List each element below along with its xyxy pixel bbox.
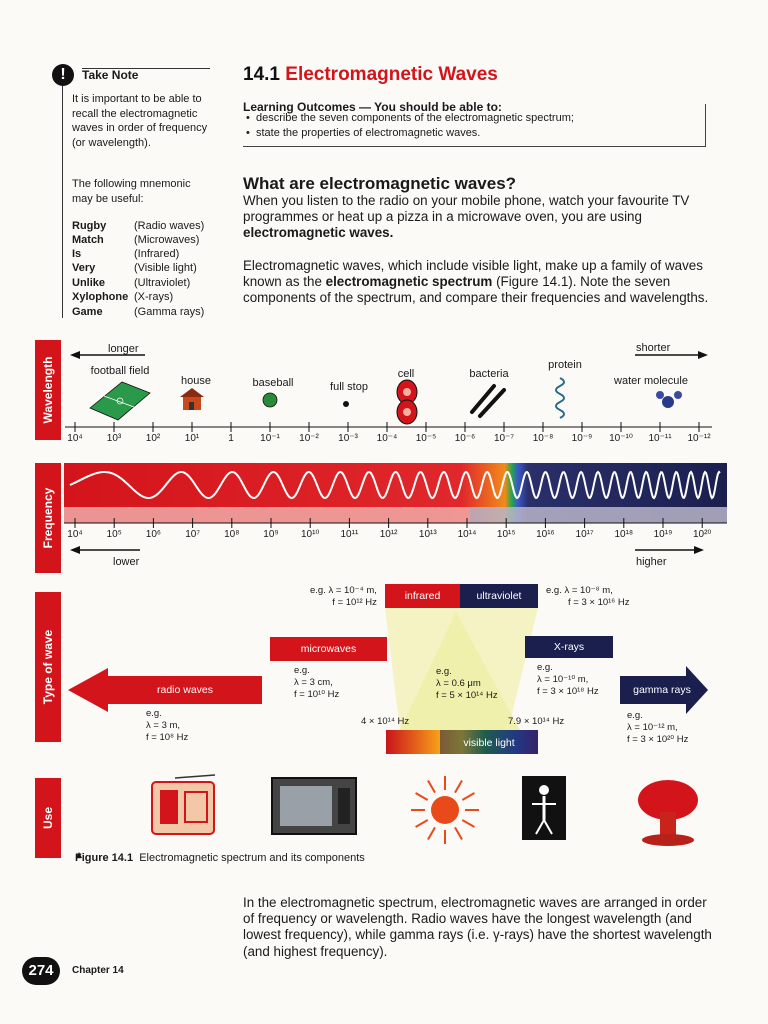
question-heading: What are electromagnetic waves? (243, 174, 517, 193)
wavelength-tick-label: 10² (145, 433, 161, 444)
object-label: protein (548, 359, 582, 371)
take-note-intro: It is important to be able to recall the electromagnetic waves in order of frequency (or wavelength). (72, 93, 208, 149)
infrared-label: infrared (404, 590, 441, 602)
page-number: 274 (22, 957, 60, 985)
higher-arrow (635, 546, 704, 554)
ultraviolet-label: ultraviolet (476, 590, 522, 602)
paragraph: In the electromagnetic spectrum, electromagnetic waves are arranged in order of frequency or wavelength. Radio waves have the longest wavelength (and lowest frequency), while gamma rays (i.e. γ-rays) have the shortest wavelength (and highest frequency). (243, 895, 712, 959)
wavelength-tick-label: 10⁻⁷ (493, 433, 515, 444)
wavelength-tick-label: 10³ (106, 433, 122, 444)
visible-low-frequency: 4 × 10¹⁴ Hz (361, 716, 410, 727)
frequency-tick-label: 10¹⁶ (536, 529, 555, 540)
frequency-tick-label: 10⁶ (145, 529, 162, 540)
object-label: cell (397, 368, 415, 380)
radio-example: e.g. λ = 3 m, f = 10⁸ Hz (146, 708, 189, 743)
wavelength-tick-label: 10⁻¹¹ (648, 433, 672, 444)
frequency-tick-label: 10²⁰ (692, 529, 712, 540)
shorter-arrow (635, 351, 708, 359)
sun-ray (462, 793, 474, 800)
xray-image-icon (522, 776, 566, 840)
sidebar-type-of-wave: Type of wave (35, 592, 61, 742)
take-note-title: Take Note (82, 68, 139, 82)
water-molecule-icon (656, 391, 682, 408)
visible-light-label: visible light (463, 737, 515, 749)
paragraph: Electromagnetic waves, which include visible light, make up a family of waves known as the electromagnetic spectrum (Figure 14.1). Note the seven components of the spectrum, and compare their frequencies and wavelengths. (243, 258, 709, 306)
wavelength-tick-label: 10⁴ (67, 433, 83, 444)
mnemonic-row: Unlike (Ultraviolet) (72, 277, 191, 289)
sidebar-use: Use (35, 778, 61, 858)
mnemonic-row: Xylophone (X-rays) (72, 291, 174, 303)
xrays-label: X-rays (553, 641, 585, 653)
object-label: water molecule (614, 375, 688, 387)
microwaves-label: microwaves (300, 643, 357, 655)
radio-waves-label: radio waves (156, 684, 214, 696)
frequency-tick-label: 10¹⁰ (300, 529, 320, 540)
sun-ray (416, 793, 428, 800)
exclamation-icon: ! (52, 64, 74, 86)
wavelength-tick-label: 10⁻⁹ (571, 433, 593, 444)
frequency-tick-label: 10⁴ (67, 529, 83, 540)
football-field-icon (90, 382, 150, 420)
lower-arrow (70, 546, 140, 554)
wavelength-tick-label: 10⁻² (299, 433, 319, 444)
frequency-tick-label: 10¹⁵ (496, 529, 516, 540)
wavelength-tick-label: 10⁻¹² (687, 433, 711, 444)
bacteria-icon (472, 386, 504, 416)
object-label: football field (90, 365, 150, 377)
wavelength-tick-label: 10⁻¹⁰ (609, 433, 633, 444)
sun-ray (416, 820, 428, 827)
microwaves-example: e.g. λ = 3 cm, f = 10¹⁰ Hz (294, 665, 340, 700)
wavelength-tick-label: 10⁻⁵ (415, 433, 437, 444)
protein-icon (556, 378, 564, 418)
higher-label: higher (636, 556, 667, 568)
section-title: 14.1 Electromagnetic Waves (243, 64, 498, 85)
sun-icon (411, 776, 479, 844)
visible-example: e.g. λ = 0.6 μm f = 5 × 10¹⁴ Hz (436, 666, 498, 701)
nuclear-explosion-icon (638, 780, 698, 846)
mnemonic-row: Rugby (Radio waves) (72, 220, 205, 232)
wavelength-tick-label: 10⁻⁸ (532, 433, 554, 444)
frequency-tick-label: 10¹¹ (340, 529, 359, 540)
house-icon (180, 388, 204, 410)
cell-icon (397, 380, 417, 424)
frequency-tick-label: 10⁷ (185, 529, 200, 540)
sun-ray (428, 781, 435, 793)
longer-label: longer (108, 343, 139, 355)
infrared-example: e.g. λ = 10⁻⁴ m, f = 10¹² Hz (310, 585, 377, 608)
sidebar-wavelength: Wavelength (35, 340, 61, 440)
sidebar-frequency: Frequency (35, 463, 61, 573)
lower-label: lower (113, 556, 140, 568)
mnemonic-row: Game (Gamma rays) (72, 306, 205, 318)
outcome-item: • describe the seven components of the electromagnetic spectrum; (246, 112, 574, 124)
microwave-oven-icon (272, 778, 356, 834)
chapter-label: Chapter 14 (72, 965, 124, 976)
mnemonic-row: Is (Infrared) (72, 248, 180, 260)
mnemonic-intro: The following mnemonic may be useful: (72, 178, 191, 205)
radio-icon (152, 775, 215, 834)
frequency-tick-label: 10¹⁷ (575, 529, 594, 540)
sun-ray (428, 827, 435, 839)
shorter-label: shorter (636, 342, 671, 354)
gamma-example: e.g. λ = 10⁻¹² m, f = 3 × 10²⁰ Hz (627, 710, 689, 745)
visible-high-frequency: 7.9 × 10¹⁴ Hz (508, 716, 565, 727)
object-label: bacteria (469, 368, 509, 380)
figure-caption: Figure 14.1 Electromagnetic spectrum and its components (75, 852, 365, 864)
object-label: baseball (252, 377, 294, 389)
mnemonic-row: Very (Visible light) (72, 262, 197, 274)
sun-ray (455, 827, 462, 839)
ultraviolet-example: e.g. λ = 10⁻⁸ m, f = 3 × 10¹⁶ Hz (546, 585, 630, 608)
frequency-tick-label: 10¹⁸ (614, 529, 634, 540)
wavelength-tick-label: 1 (228, 433, 234, 444)
frequency-tick-label: 10¹⁹ (653, 529, 673, 540)
frequency-tick-label: 10⁹ (263, 529, 279, 540)
longer-arrow (70, 351, 145, 359)
frequency-tick-label: 10¹⁴ (457, 529, 477, 540)
frequency-tick-label: 10¹² (379, 529, 398, 540)
wavelength-tick-label: 10⁻⁶ (454, 433, 476, 444)
sun-ray (462, 820, 474, 827)
object-label: full stop (330, 381, 368, 393)
sun-ray (455, 781, 462, 793)
outcome-item: • state the properties of electromagnetic waves. (246, 127, 481, 139)
full-stop-icon (343, 401, 349, 407)
paragraph: When you listen to the radio on your mobile phone, watch your favourite TV programmes or heat up a pizza in a microwave oven, you are using electromagnetic waves. (243, 193, 690, 241)
object-label: house (181, 375, 211, 387)
frequency-tick-label: 10⁸ (224, 529, 240, 540)
baseball-icon (263, 393, 277, 407)
gamma-rays-label: gamma rays (633, 684, 691, 696)
wavelength-tick-label: 10⁻⁴ (376, 433, 398, 444)
xrays-example: e.g. λ = 10⁻¹⁰ m, f = 3 × 10¹⁸ Hz (537, 662, 599, 697)
wavelength-tick-label: 10⁻¹ (260, 433, 280, 444)
mnemonic-row: Match (Microwaves) (72, 234, 200, 246)
frequency-tick-label: 10¹³ (418, 529, 437, 540)
wavelength-tick-label: 10⁻³ (338, 433, 358, 444)
learning-outcomes-title: Learning Outcomes — You should be able to: (243, 100, 502, 114)
frequency-tick-label: 10⁵ (106, 529, 122, 540)
wavelength-tick-label: 10¹ (184, 433, 200, 444)
